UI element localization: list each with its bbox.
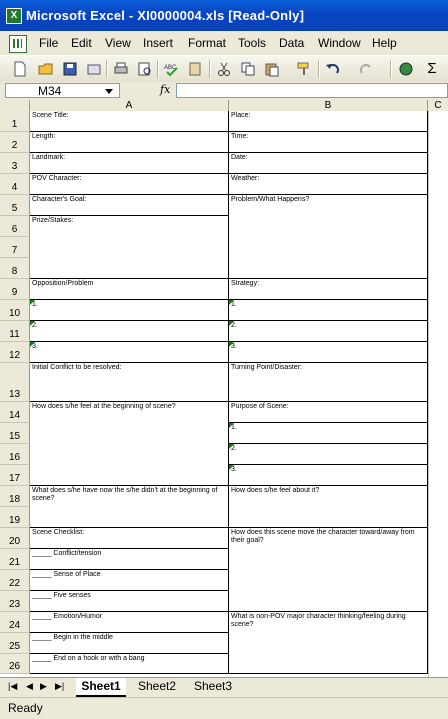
cell-b13[interactable] (229, 363, 428, 402)
cell-a12[interactable] (30, 342, 229, 363)
row-number: 26 (8, 661, 21, 672)
cell-text: _____ Begin in the middle (32, 634, 113, 641)
research-icon[interactable] (188, 61, 204, 77)
row-number: 22 (8, 578, 21, 589)
row-number: 16 (8, 452, 21, 463)
cell-text: Weather: (231, 175, 260, 182)
row-header-11[interactable] (0, 321, 30, 342)
cell-b1[interactable] (229, 111, 428, 132)
row-number: 14 (8, 410, 21, 421)
first-sheet-icon[interactable]: |◀ (8, 681, 18, 691)
row-number: 9 (11, 287, 18, 298)
format-painter-icon[interactable] (296, 61, 312, 77)
menu-bar (0, 31, 448, 55)
paste-icon[interactable] (264, 61, 280, 77)
cell-a25[interactable] (30, 633, 229, 654)
menu-view[interactable]: View (105, 36, 131, 50)
cell-text: _____ Conflict/tension (32, 550, 102, 557)
menu-window[interactable]: Window (318, 36, 361, 50)
cell-a23[interactable] (30, 591, 229, 612)
cell-b24[interactable] (229, 612, 428, 674)
insert-function-icon[interactable]: fx (160, 83, 171, 96)
cell-b15[interactable] (229, 423, 428, 444)
chevron-down-icon[interactable] (105, 89, 113, 94)
cell-a24[interactable] (30, 612, 229, 633)
cell-text: _____ Five senses (32, 592, 91, 599)
menu-data[interactable]: Data (279, 36, 305, 50)
tab-sheet3[interactable]: Sheet3 (193, 679, 233, 693)
hyperlink-icon[interactable] (398, 61, 414, 77)
row-header-13[interactable] (0, 363, 30, 402)
cell-b16[interactable] (229, 444, 428, 465)
cell-b3[interactable] (229, 153, 428, 174)
cell-text: Initial Conflict to be resolved: (32, 364, 122, 371)
comment-indicator-icon (229, 321, 234, 326)
row-number: 4 (11, 182, 18, 193)
row-header-4[interactable] (0, 174, 30, 195)
title-bar (0, 0, 448, 31)
formula-input[interactable] (176, 83, 448, 98)
autosum-icon[interactable]: Σ (427, 60, 437, 77)
comment-indicator-icon (229, 300, 234, 305)
cell-b2[interactable] (229, 132, 428, 153)
cell-a21[interactable] (30, 549, 229, 570)
row-number: 5 (11, 203, 18, 214)
row-number: 15 (8, 431, 21, 442)
permission-icon[interactable] (86, 61, 102, 77)
cell-a10[interactable] (30, 300, 229, 321)
cell-text: Opposition/Problem (32, 280, 94, 287)
row-number: 23 (8, 599, 21, 610)
cell-text: _____ End on a hook or with a bang (32, 655, 145, 662)
status-bar (0, 697, 448, 719)
row-header-15[interactable] (0, 423, 30, 444)
comment-indicator-icon (30, 342, 35, 347)
new-icon[interactable] (12, 61, 28, 77)
cell-text: Prize/Stakes: (32, 217, 74, 224)
menu-edit[interactable]: Edit (71, 36, 92, 50)
cell-a9[interactable] (30, 279, 229, 300)
menu-file[interactable]: File (39, 36, 59, 50)
row-number: 2 (11, 140, 18, 151)
cell-a11[interactable] (30, 321, 229, 342)
row-number: 17 (8, 473, 21, 484)
cell-text: Turning Point/Disaster: (231, 364, 302, 371)
row-header-18[interactable] (0, 486, 30, 507)
next-sheet-icon[interactable]: ▶ (40, 681, 47, 691)
comment-indicator-icon (30, 300, 35, 305)
column-header-a[interactable]: A (30, 100, 229, 111)
row-number: 12 (8, 350, 21, 361)
last-sheet-icon[interactable]: ▶| (55, 681, 65, 691)
row-header-23[interactable] (0, 591, 30, 612)
cell-text: 1. (231, 301, 237, 308)
worksheet-grid[interactable] (0, 111, 448, 677)
cell-a20[interactable] (30, 528, 229, 549)
comment-indicator-icon (229, 423, 234, 428)
select-all-corner[interactable] (0, 100, 30, 111)
row-header-5[interactable] (0, 195, 30, 216)
cell-a26[interactable] (30, 654, 229, 674)
row-header-6[interactable] (0, 216, 30, 237)
cell-text: Character's Goal: (32, 196, 87, 203)
cell-b5[interactable] (229, 195, 428, 279)
cell-b10[interactable] (229, 300, 428, 321)
cell-text: 2. (32, 322, 38, 329)
row-number: 20 (8, 536, 21, 547)
row-header-3[interactable] (0, 153, 30, 174)
row-header-25[interactable] (0, 633, 30, 654)
row-number: 6 (11, 224, 18, 235)
cell-text: Place: (231, 112, 251, 119)
cell-b20[interactable] (229, 528, 428, 612)
row-number: 1 (11, 119, 18, 130)
row-header-24[interactable] (0, 612, 30, 633)
row-header-10[interactable] (0, 300, 30, 321)
standard-toolbar (0, 55, 448, 83)
cell-a13[interactable] (30, 363, 229, 402)
cell-a4[interactable] (30, 174, 229, 195)
status-text: Ready (8, 701, 43, 715)
row-header-19[interactable] (0, 507, 30, 528)
row-header-14[interactable] (0, 402, 30, 423)
row-number: 7 (11, 245, 18, 256)
cell-text: Time: (231, 133, 249, 140)
row-number: 11 (9, 329, 20, 340)
row-number: 10 (8, 308, 21, 319)
row-number: 18 (8, 494, 21, 505)
print-preview-icon[interactable] (137, 61, 153, 77)
row-number: 8 (11, 266, 18, 277)
comment-indicator-icon (229, 444, 234, 449)
row-header-26[interactable] (0, 654, 30, 674)
row-header-1[interactable] (0, 111, 30, 132)
spelling-icon[interactable] (164, 61, 180, 77)
column-header-b[interactable]: B (229, 100, 428, 111)
cell-a22[interactable] (30, 570, 229, 591)
menu-format[interactable]: Format (188, 36, 227, 50)
cell-text: 2. (231, 445, 237, 452)
cell-text: Length: (32, 133, 56, 140)
cell-text: Purpose of Scene: (231, 403, 289, 410)
cell-text: 1. (231, 424, 237, 431)
cell-text: 2. (231, 322, 237, 329)
row-header-17[interactable] (0, 465, 30, 486)
redo-icon[interactable] (358, 61, 374, 77)
cell-a3[interactable] (30, 153, 229, 174)
cell-text: What does s/he have now the s/he didn't at the beginning of scene? (32, 487, 218, 502)
print-icon[interactable] (113, 61, 129, 77)
cell-a2[interactable] (30, 132, 229, 153)
cell-b12[interactable] (229, 342, 428, 363)
cell-a14[interactable] (30, 402, 229, 486)
cell-text: POV Character: (32, 175, 82, 182)
formula-bar (0, 82, 448, 100)
cell-text: How does this scene move the character toward/away from their goal? (231, 529, 415, 544)
undo-icon[interactable] (325, 61, 341, 77)
row-number: 19 (8, 515, 21, 526)
sheet-tab-bar (0, 677, 448, 697)
prev-sheet-icon[interactable]: ◀ (26, 681, 33, 691)
row-number: 24 (8, 620, 21, 631)
row-header-21[interactable] (0, 549, 30, 570)
cell-text: _____ Emotion/Humor (32, 613, 103, 620)
copy-icon[interactable] (240, 61, 256, 77)
cell-b17[interactable] (229, 465, 428, 486)
cell-b11[interactable] (229, 321, 428, 342)
cell-text: 3. (32, 343, 38, 350)
cell-text: Landmark: (32, 154, 66, 161)
cell-a5[interactable] (30, 195, 229, 216)
menu-help[interactable]: Help (372, 36, 397, 50)
row-header-9[interactable] (0, 279, 30, 300)
row-header-8[interactable] (0, 258, 30, 279)
row-number: 13 (8, 389, 21, 400)
tab-sheet2[interactable]: Sheet2 (137, 679, 177, 693)
row-number: 21 (8, 557, 21, 568)
row-number: 25 (8, 641, 21, 652)
cell-a6[interactable] (30, 216, 229, 279)
cell-a18[interactable] (30, 486, 229, 528)
cell-text: Problem/What Happens? (231, 196, 310, 203)
cell-text: 1. (32, 301, 38, 308)
save-icon[interactable] (62, 61, 78, 77)
row-header-16[interactable] (0, 444, 30, 465)
comment-indicator-icon (229, 342, 234, 347)
row-number: 3 (11, 161, 18, 172)
cut-icon[interactable] (216, 61, 232, 77)
column-header-c[interactable]: C (434, 100, 442, 111)
cell-text: Scene Title: (32, 112, 69, 119)
excel-icon: X (6, 8, 22, 24)
name-box-value: M34 (38, 84, 62, 98)
cell-text: Scene Checklist: (32, 529, 85, 536)
window-title: Microsoft Excel - XI0000004.xls [Read-Only] (26, 8, 305, 23)
cell-b4[interactable] (229, 174, 428, 195)
menu-tools[interactable]: Tools (238, 36, 267, 50)
cell-text: How does s/he feel at the beginning of scene? (32, 403, 176, 410)
menu-insert[interactable]: Insert (143, 36, 174, 50)
row-header-20[interactable] (0, 528, 30, 549)
row-header-12[interactable] (0, 342, 30, 363)
row-header-22[interactable] (0, 570, 30, 591)
svg-text:ABC: ABC (164, 65, 177, 71)
cell-text: How does s/he feel about it? (231, 487, 320, 494)
name-box[interactable] (5, 83, 120, 98)
cell-text: Date: (231, 154, 248, 161)
tab-sheet1[interactable]: Sheet1 (76, 678, 126, 697)
cell-b14[interactable] (229, 402, 428, 423)
cell-text: 3. (231, 343, 237, 350)
cell-b9[interactable] (229, 279, 428, 300)
row-header-7[interactable] (0, 237, 30, 258)
row-header-2[interactable] (0, 132, 30, 153)
open-icon[interactable] (38, 61, 54, 77)
cell-a1[interactable] (30, 111, 229, 132)
cell-b18[interactable] (229, 486, 428, 528)
cell-text: _____ Sense of Place (32, 571, 101, 578)
workbook-icon[interactable] (9, 35, 27, 53)
comment-indicator-icon (229, 465, 234, 470)
cell-text: 3. (231, 466, 237, 473)
cell-text: What is non-POV major character thinking/feeling during scene? (231, 613, 406, 628)
cell-text: Strategy: (231, 280, 260, 287)
comment-indicator-icon (30, 321, 35, 326)
